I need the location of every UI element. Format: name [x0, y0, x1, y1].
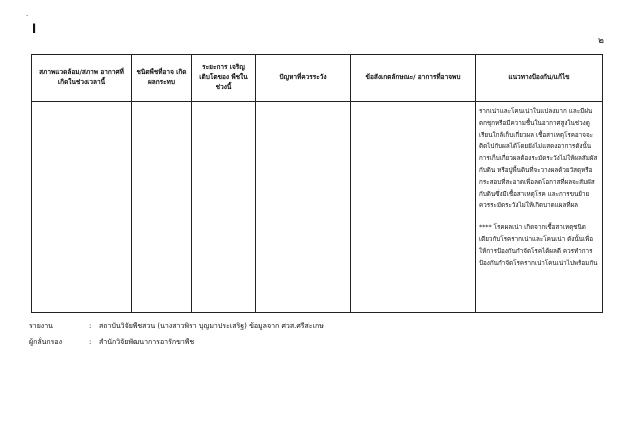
header-affected-crops: ชนิดพืชที่อาจ เกิดผลกระทบ [132, 55, 192, 102]
reporter-line [29, 321, 324, 332]
top-dot-mark: . [26, 10, 29, 18]
screener-colon: : [89, 338, 92, 346]
reporter-value: สถาบันวิจัยพืชสวน (นางสาวพิรา บุญมาประเสริฐ) ข้อมูลจาก ศวส.ศรีสะเกษ [99, 322, 324, 330]
screener-value: สำนักวิจัยพัฒนาการอารักขาพืช [99, 338, 195, 346]
cell-growth-stage [192, 102, 256, 313]
cell-environment [32, 102, 132, 313]
screener-line [29, 337, 194, 348]
side-mark: l [32, 22, 37, 36]
guidance-note: **** โรคผลเน่า เกิดจากเชื้อสาเหตุชนิดเดียวกับโรครากเน่าและโคนเน่า ดังนั้นเพื่อให้การป้องกันกำจัดโรคได้ผลดี ควรทำการป้องกันกำจัดโรครากเน่าโคนเน่าไปพร้อมกัน [479, 224, 598, 267]
page-number: ๒ [598, 36, 604, 46]
screener-label: ผู้กลั่นกรอง [29, 338, 63, 346]
header-prevention: แนวทางป้องกัน/แก้ไข [476, 55, 603, 102]
cell-symptoms [351, 102, 476, 313]
table-header-row [32, 55, 603, 102]
table-row [32, 102, 603, 313]
header-problems: ปัญหาที่ควรระวัง [256, 55, 351, 102]
header-symptoms: ข้อสังเกตลักษณะ/ อาการที่อาจพบ [351, 55, 476, 102]
guidance-paragraph: รากเน่าและโคนเน่าในแปลงมาก และมีฝนตกชุกหรือมีความชื้นในอากาศสูงในช่วงดูเรียนใกล้เก็บเกี่ยวผล เชื้อสาเหตุโรคอาจจะติดไปกับผลได้โดยยังไม่แสดงอาการดังนั้น การเก็บเกี่ยวผลต้องระมัดระวังไม่ให้ผลสัมผัสกับดิน หรือปูพื้นดินที่จะวางผลด้วยวัสดุหรือกระสอบที่สะอาดเพื่อลดโอกาสที่ผลจะสัมผัสกับดินซึ่งมีเชื้อสาเหตุโรค และการขนย้ายควรระมัดระวังไม่ให้เกิดบาดแผลที่ผล [479, 108, 598, 210]
crop-advisory-table [31, 54, 603, 313]
reporter-colon: : [89, 322, 92, 330]
cell-problems [256, 102, 351, 313]
header-environment: สภาพแวดล้อม/สภาพ อากาศที่เกิดในช่วงเวลานี้ [32, 55, 132, 102]
cell-affected-crops [132, 102, 192, 313]
cell-prevention [476, 102, 603, 313]
reporter-label: รายงาน [29, 322, 53, 330]
header-growth-stage: ระยะการ เจริญเติบโตของ พืชในช่วงนี้ [192, 55, 256, 102]
